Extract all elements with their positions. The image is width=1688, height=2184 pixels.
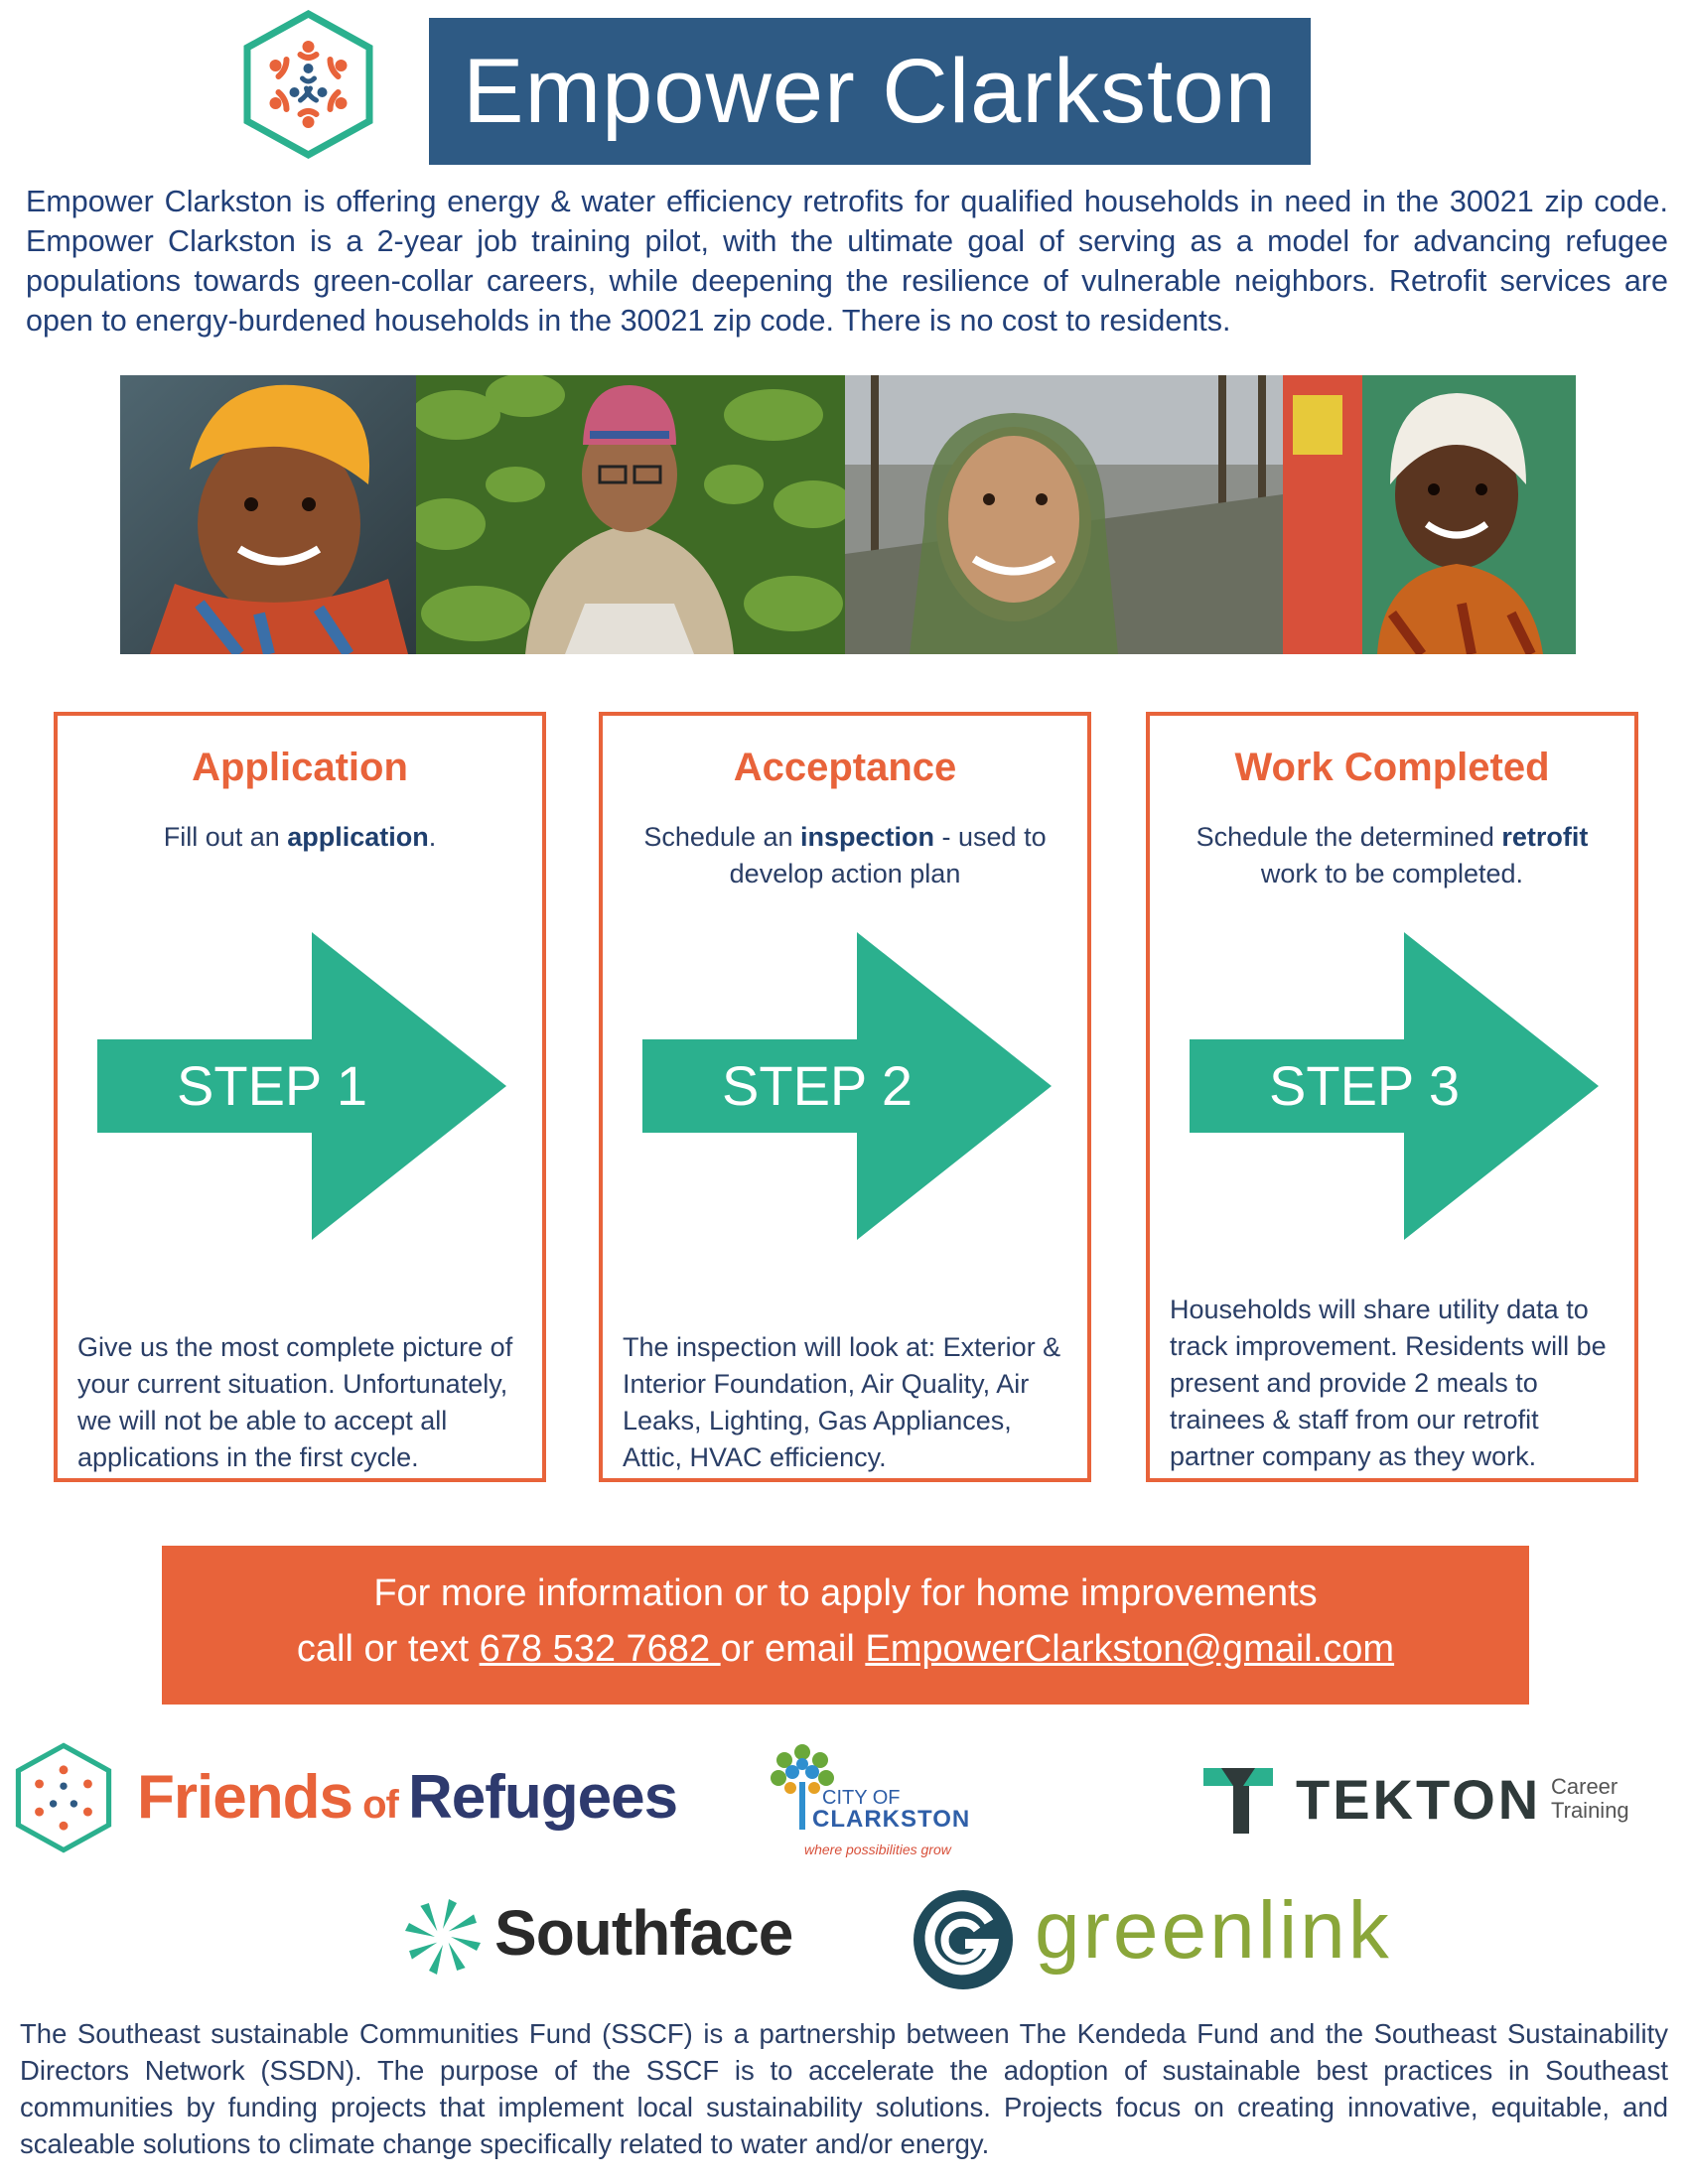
southface-pinwheel-icon <box>402 1896 484 1978</box>
tekton-logo-icon <box>1203 1762 1273 1834</box>
intro-paragraph: Empower Clarkston is offering energy & water efficiency retrofits for qualified households in need in the 30021 zip code. Empower Clarkston is a 2-year job training pilot, with the ultimate goal of serving as a model for advancing refugee populations towards green-collar careers, while deepening the resilience of vulnerable neighbors. Retrofit services are open to energy-burdened households in the 30021 zip code. There is no cost to residents. <box>26 185 1668 338</box>
email-link[interactable]: EmpowerClarkston@gmail.com <box>865 1628 1395 1670</box>
photo-strip <box>120 375 1576 654</box>
step-card-work-completed <box>1146 712 1638 1482</box>
friends-of-refugees-logo-small <box>14 1739 113 1856</box>
hexagon-people-icon <box>241 10 375 159</box>
friends-of-refugees-logo <box>241 10 375 159</box>
photo-woman-white-cap <box>1283 375 1576 654</box>
photo-man-in-garden <box>416 375 845 654</box>
step-title: Acceptance <box>733 746 957 789</box>
contact-line: call or text 678 532 7682 or email EmpowerClarkston@gmail.com <box>296 1628 1395 1670</box>
contact-banner <box>162 1546 1529 1705</box>
step-subtitle: Fill out an application. <box>163 822 437 852</box>
greenlink-wordmark: greenlink <box>1035 1885 1392 1976</box>
step-label: STEP 1 <box>177 1054 367 1117</box>
step-subtitle: Schedule an inspection - used to develop action plan <box>643 822 1047 888</box>
tekton-tagline: Career Training <box>1551 1774 1629 1823</box>
step-arrow-icon <box>642 932 1052 1240</box>
step-title: Work Completed <box>1234 746 1550 789</box>
step-title: Application <box>192 746 408 789</box>
contact-heading: For more information or to apply for home improvements <box>373 1572 1318 1614</box>
step-subtitle: Schedule the determined retrofit work to be completed. <box>1196 822 1589 888</box>
step-arrow-icon <box>97 932 506 1240</box>
page-title: Empower Clarkston <box>463 41 1277 142</box>
step-card-acceptance <box>599 712 1091 1482</box>
step-arrow-icon <box>1190 932 1599 1240</box>
photo-woman-green-scarf <box>845 375 1283 654</box>
city-of-clarkston-logo: CITY OF CLARKSTON where possibilities grow <box>763 1742 1001 1861</box>
phone-link[interactable]: 678 532 7682 <box>479 1628 721 1670</box>
photo-child-yellow-hat <box>120 375 416 654</box>
greenlink-logo-icon <box>912 1888 1015 1991</box>
hexagon-people-icon <box>14 1739 113 1856</box>
step-description: Households will share utility data to track improvement. Residents will be present and provide 2 meals to trainees & staff from our retrofit partner company as they work. <box>1170 1295 1607 1471</box>
title-banner <box>429 18 1311 165</box>
step-card-application <box>54 712 546 1482</box>
step-label: STEP 2 <box>722 1054 913 1117</box>
step-label: STEP 3 <box>1269 1054 1460 1117</box>
step-description: The inspection will look at: Exterior & Interior Foundation, Air Quality, Air Leaks, Lighting, Gas Appliances, Attic, HVAC efficiency. <box>623 1332 1061 1472</box>
southface-wordmark: Southface <box>494 1897 793 1969</box>
footer-paragraph: The Southeast sustainable Communities Fund (SSCF) is a partnership between The Kendeda Fund and the Southeast Sustainability Directors Network (SSDN). The purpose of the SSCF is to accelerate the adoption of sustainable best practices in Southeast communities by funding projects that implement local sustainability solutions. Projects focus on creating innovative, equitable, and scaleable solutions to climate change specifically related to water and/or energy. <box>20 2018 1668 2159</box>
friends-of-refugees-wordmark: Friends of Refugees <box>137 1763 678 1832</box>
step-description: Give us the most complete picture of your current situation. Unfortunately, we will not be able to accept all applications in the first cycle. <box>77 1332 513 1472</box>
tekton-wordmark: TEKTON <box>1296 1768 1542 1831</box>
